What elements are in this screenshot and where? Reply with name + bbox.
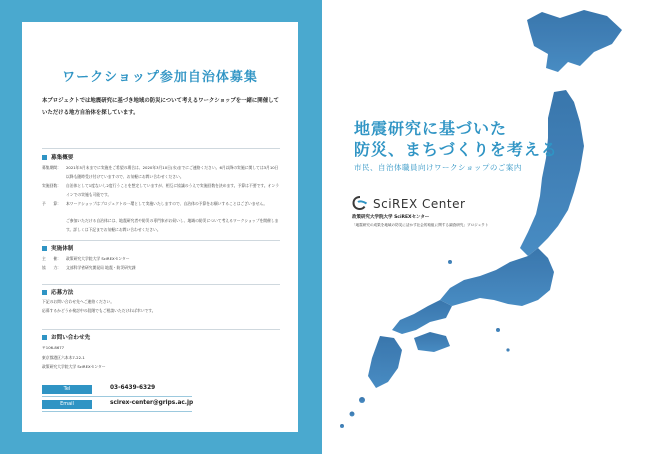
divider [42, 284, 280, 285]
right-panel [322, 0, 645, 454]
recruit-title: ワークショップ参加自治体募集 [62, 70, 258, 85]
row-label [42, 217, 66, 234]
square-bullet-icon [42, 155, 47, 160]
contact-organization: 政策研究大学院大学 SciREXセンター [42, 364, 106, 369]
lead-text: 本プロジェクトでは地震研究に基づき地域の防災について考えるワークショップを一緒に開催していただける地方自治体を探しています。 [42, 98, 279, 116]
square-bullet-icon [42, 335, 47, 340]
organization-heading [42, 244, 73, 252]
cover-subtitle: 市民、自治体職員向けワークショップのご案内 [354, 163, 522, 172]
scirex-logo [352, 196, 465, 212]
divider [42, 240, 280, 241]
row-text: ご参加いただける自治体には、地震研究者や防災の専門家がお伺いし、地域の防災について考えるワークショップを開催します。詳しくは下記までお気軽にお問い合わせください。 [66, 218, 279, 232]
organization-row [42, 255, 280, 264]
row-label: 協 力： [42, 265, 61, 270]
divider [42, 329, 280, 330]
logo-text: SciREX Center [373, 197, 466, 211]
tel-label: Tel [42, 385, 92, 394]
apply-line: 応募するかどうか検討中の段階でもご相談いただければ幸いです。 [42, 308, 156, 313]
section-heading-label: 応募方法 [51, 290, 74, 296]
flyer-page [22, 22, 298, 432]
tel-number[interactable]: 03-6439-6329 [110, 385, 156, 391]
apply-heading [42, 288, 73, 296]
row-text: 文部科学省研究開発局 地震・防災研究課 [66, 265, 136, 270]
project-name: 「地震研究の成果を地域の防災に活かす社会的取組に関する調査研究」プロジェクト [352, 223, 489, 227]
divider [42, 148, 280, 149]
recruit-row [42, 164, 280, 181]
scirex-mark-icon [352, 196, 368, 212]
row-text: 本ワークショップはプロジェクトの一環として実施いたしますので、自治体の予算をお願いすることはございません。 [66, 201, 268, 206]
left-panel [0, 0, 322, 454]
recruit-row [42, 182, 280, 199]
email-address[interactable]: scirex-center@grips.ac.jp [110, 400, 194, 406]
postal-code: 〒106-8677 [42, 345, 65, 350]
row-text: 自治体として1度ないし2度行うことを想定していますが、相互に協議のうえで実施回数を決めます。予算は不要です。オンラインでの実施も可能です。 [66, 183, 280, 197]
cover-title-line-2: 防災、まちづくりを考える [354, 140, 558, 159]
section-heading-label: 募集概要 [51, 155, 74, 161]
organization-name: 政策研究大学院大学 SciREXセンター [352, 215, 430, 220]
row-label: 予 算： [42, 201, 61, 206]
section-heading-label: 実施体制 [51, 246, 74, 252]
recruit-row [42, 200, 280, 209]
row-label: 募集期間： [42, 165, 61, 170]
divider [42, 411, 192, 412]
square-bullet-icon [42, 290, 47, 295]
organization-row [42, 264, 280, 273]
row-label: 実施回数： [42, 183, 61, 188]
divider [42, 396, 192, 397]
square-bullet-icon [42, 246, 47, 251]
row-text: 政策研究大学院大学 SciREXセンター [66, 256, 130, 261]
row-text: 2021年5月末までに実施をご希望の場合は、2020年3月10日(水)までにご連絡ください。6月以降の実施に関しては3月10日以降も随時受け付けていますので、お気軽にお問い合わせください。 [66, 165, 279, 179]
recruit-heading [42, 153, 73, 161]
row-label: 主 催： [42, 256, 61, 261]
address: 東京都港区六本木7-22-1 [42, 355, 85, 360]
email-label: Email [42, 400, 92, 409]
recruit-row [42, 217, 280, 234]
apply-line: 下記のお問い合わせ先へご連絡ください。 [42, 299, 115, 304]
contact-heading [42, 333, 90, 341]
section-heading-label: お問い合わせ先 [51, 335, 91, 341]
cover-title-line-1: 地震研究に基づいた [354, 119, 508, 138]
